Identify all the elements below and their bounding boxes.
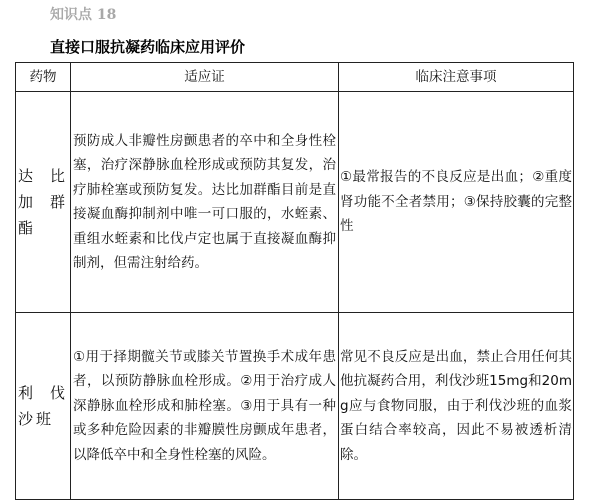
column-header-indications: 适应证 (71, 63, 339, 92)
knowledge-point-label: 知识点 18 (50, 7, 117, 23)
drug-name-cell: 达比加群酯 (16, 92, 71, 313)
clinical-notes-cell: ①最常报告的不良反应是出血；②重度肾功能不全者禁用；③保持胶囊的完整性 (339, 92, 574, 313)
column-header-notes: 临床注意事项 (339, 63, 574, 92)
clinical-notes-cell: 常见不良反应是出血，禁止合用任何其他抗凝药合用，利伐沙班15mg和20mg应与食物同服，由于利伐沙班的血浆蛋白结合率较高，因此不易被透析清除。 (339, 313, 574, 500)
table-header-row (16, 63, 574, 92)
indications-cell: ①用于择期髋关节或膝关节置换手术成年患者，以预防静脉血栓形成。②用于治疗成人深静脉血栓形成和肺栓塞。③用于具有一种或多种危险因素的非瓣膜性房颤成年患者，以降低卒中和全身性栓塞的风险。 (71, 313, 339, 500)
column-header-drug: 药物 (16, 63, 71, 92)
indications-cell: 预防成人非瓣性房颤患者的卒中和全身性栓塞，治疗深静脉血栓形成或预防其复发，治疗肺栓塞或预防复发。达比加群酯目前是直接凝血酶抑制剂中唯一可口服的，水蛭素、重组水蛭素和比伐卢定也属于直接凝血酶抑制剂，但需注射给药。 (71, 92, 339, 313)
document-title: 直接口服抗凝药临床应用评价 (50, 38, 246, 56)
drug-name-cell: 利伐沙班 (16, 313, 71, 500)
table-row (16, 313, 574, 500)
table-row (16, 92, 574, 313)
drug-comparison-table (15, 62, 574, 500)
